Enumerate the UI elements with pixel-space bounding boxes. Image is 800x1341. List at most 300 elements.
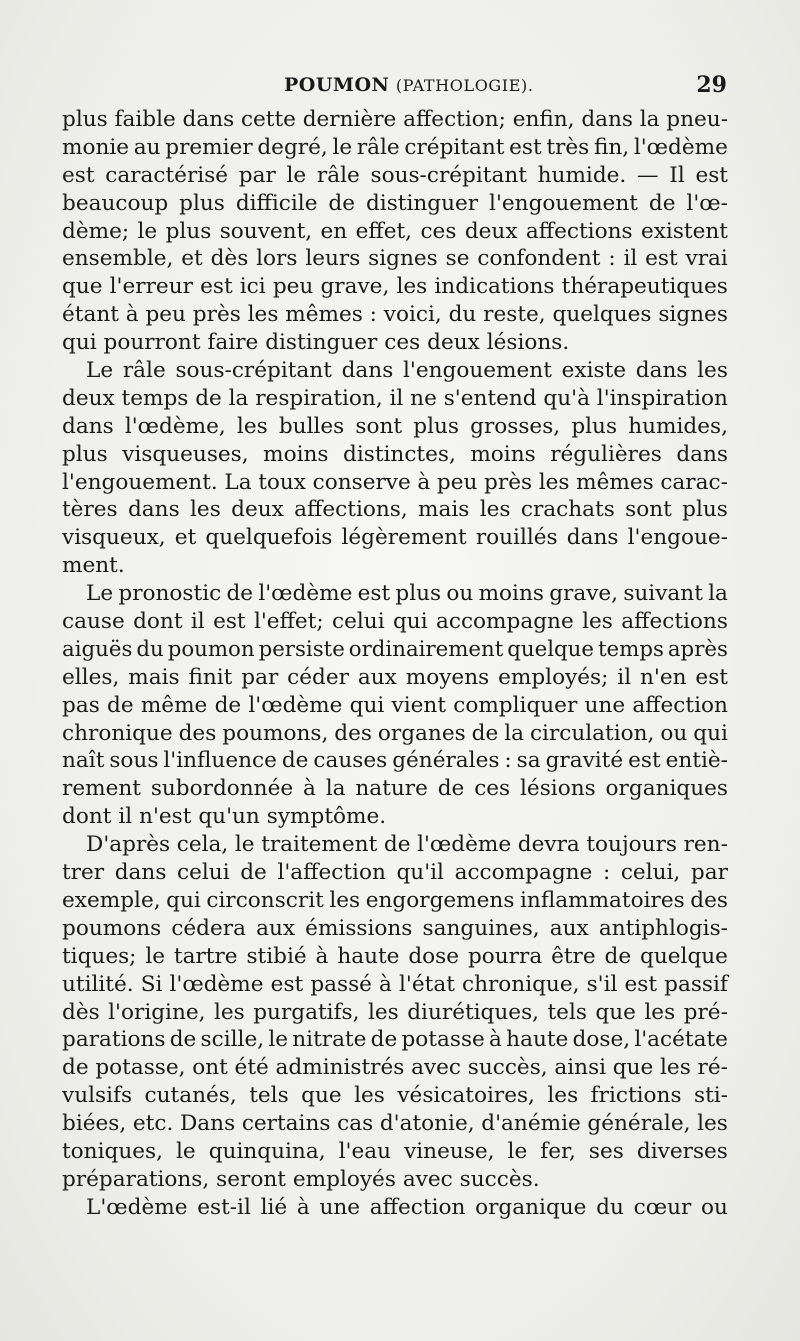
word: plus: [179, 190, 225, 216]
word: indications: [434, 274, 555, 300]
word: n'est: [139, 804, 192, 830]
word: visqueuses,: [122, 441, 249, 467]
word: rouillés: [475, 525, 558, 551]
word: l'eau: [338, 1138, 392, 1164]
word: sous-crépitant: [175, 358, 332, 384]
word: etc.: [132, 1111, 174, 1137]
text-line: [62, 1166, 728, 1194]
word: administrés: [275, 1055, 405, 1081]
word: les: [247, 302, 279, 328]
word: la: [504, 720, 524, 746]
word: respiration,: [255, 385, 383, 411]
text-line: [62, 859, 728, 887]
word: qu'à: [543, 385, 590, 411]
word: lié: [260, 1194, 288, 1220]
word: carac-: [660, 469, 728, 495]
word: du: [596, 1194, 624, 1220]
word: des: [690, 887, 728, 913]
text-line: [62, 301, 728, 329]
word: traitement: [261, 832, 378, 858]
word: très: [546, 134, 590, 160]
word: degré,: [257, 134, 328, 160]
word: de: [226, 581, 254, 607]
word: la: [708, 581, 728, 607]
page-number: 29: [696, 72, 727, 98]
word: :: [369, 302, 377, 328]
word: est: [357, 581, 391, 607]
word: engorgemens: [365, 887, 515, 913]
text-line: [62, 636, 728, 664]
word: reste,: [483, 302, 546, 328]
word: cela,: [176, 832, 229, 858]
word: Le: [86, 581, 114, 607]
text-line: [62, 357, 728, 385]
word: fer,: [540, 1138, 576, 1164]
word: sont: [355, 413, 403, 439]
word: que: [595, 999, 636, 1025]
word: pourra: [467, 943, 543, 969]
word: qui: [693, 720, 728, 746]
text-line: [62, 1138, 728, 1166]
word: potasse,: [95, 1055, 186, 1081]
word: qui: [166, 887, 201, 913]
word: et: [181, 246, 203, 272]
word: moins: [478, 581, 544, 607]
word: sous-crépitant: [370, 162, 527, 188]
word: et: [174, 525, 197, 551]
word: l'acétate: [634, 1027, 728, 1053]
word: mêmes: [285, 302, 363, 328]
word: antiphlogis-: [598, 915, 728, 941]
word: :: [608, 246, 616, 272]
text-line: [62, 692, 728, 720]
word: qui: [62, 330, 97, 356]
word: deux: [231, 497, 284, 523]
word: leurs: [305, 246, 361, 272]
word: cette: [240, 107, 296, 132]
text-line: [62, 887, 728, 915]
word: finit: [188, 664, 233, 690]
word: est: [270, 971, 304, 997]
text-line: [62, 162, 728, 190]
word: affections,: [294, 497, 408, 523]
word: signes: [368, 246, 438, 272]
word: passif: [664, 971, 728, 997]
word: plus: [62, 107, 108, 132]
word: l'erreur: [109, 274, 193, 300]
word: quelque: [640, 943, 728, 969]
word: vrai: [685, 246, 728, 272]
word: mais: [418, 497, 470, 523]
word: le: [145, 943, 166, 969]
word: humide.: [537, 162, 627, 188]
word: passé: [310, 971, 372, 997]
text-line: [62, 1054, 728, 1082]
word: sa: [516, 748, 541, 774]
text-line: [62, 580, 728, 608]
word: avec: [411, 1055, 462, 1081]
word: peu: [145, 302, 186, 328]
word: pas: [62, 692, 100, 718]
text-line: [62, 134, 728, 162]
word: lésions: [520, 776, 596, 802]
word: les: [538, 469, 570, 495]
word: ces: [384, 330, 421, 356]
word: celui,: [620, 860, 681, 886]
text-line: [62, 245, 728, 273]
word: une: [319, 1194, 361, 1220]
word: plus: [62, 441, 108, 467]
word: Le: [86, 358, 114, 384]
word: l'état: [399, 971, 455, 997]
word: râle: [122, 358, 166, 384]
word: dans: [114, 860, 167, 886]
word: dont: [62, 804, 112, 830]
text-line: [62, 943, 728, 971]
word: celui: [177, 860, 230, 886]
word: dès: [210, 246, 249, 272]
word: dose: [408, 943, 460, 969]
word: dans: [635, 358, 688, 384]
word: qui: [349, 692, 385, 718]
word: les: [644, 999, 676, 1025]
word: :: [602, 860, 611, 886]
word: enfin,: [512, 107, 575, 132]
word: l'engouement.: [62, 469, 218, 495]
word: dans: [182, 107, 235, 132]
word: régulières: [550, 441, 662, 467]
word: étant: [62, 302, 119, 328]
word: cédera: [171, 915, 246, 941]
word: ainsi: [554, 1055, 607, 1081]
word: de: [281, 748, 309, 774]
word: causes: [313, 748, 388, 774]
word: chronique: [62, 720, 173, 746]
word: le: [137, 218, 158, 244]
word: confondent: [477, 246, 601, 272]
word: avec: [402, 1166, 453, 1192]
word: même: [140, 692, 208, 718]
word: purgatifs,: [253, 999, 360, 1025]
word: à: [125, 302, 139, 328]
word: faible: [114, 107, 176, 132]
word: l'engouement: [403, 358, 552, 384]
word: trer: [62, 860, 105, 886]
word: sanguines,: [422, 915, 540, 941]
word: de: [471, 720, 499, 746]
word: ont: [192, 1055, 228, 1081]
word: :: [504, 748, 512, 774]
word: dès: [62, 999, 100, 1025]
word: les: [396, 274, 428, 300]
word: dans: [676, 441, 728, 467]
word: ou: [701, 1194, 728, 1220]
word: le: [176, 1138, 196, 1164]
word: le: [268, 1027, 289, 1053]
word: exemple,: [62, 887, 161, 913]
word: scille,: [200, 1027, 265, 1053]
word: sti-: [694, 1083, 728, 1109]
word: ne: [410, 385, 437, 411]
word: s'entend: [443, 385, 537, 411]
word: dème;: [62, 218, 130, 244]
word: à: [296, 1194, 310, 1220]
text-line: [62, 831, 728, 859]
word: que: [62, 274, 103, 300]
word: poumons,: [222, 720, 329, 746]
word: qui: [392, 609, 428, 635]
word: du: [448, 302, 477, 328]
word: deux: [464, 218, 518, 244]
word: effet,: [355, 218, 413, 244]
word: cause: [62, 609, 125, 635]
word: crachats: [520, 497, 615, 523]
word: entiè-: [665, 748, 728, 774]
text-line: [62, 496, 728, 524]
text-line: [62, 775, 728, 803]
word: haute: [506, 1027, 569, 1053]
word: il: [389, 385, 404, 411]
text-line: [62, 552, 728, 580]
word: diurétiques,: [407, 999, 540, 1025]
word: les: [190, 497, 221, 523]
word: chronique,: [461, 971, 580, 997]
word: l'influence: [163, 748, 277, 774]
word: le: [332, 134, 353, 160]
text-line: [62, 273, 728, 301]
word: distinguer: [265, 330, 378, 356]
word: de: [648, 190, 676, 216]
word: le: [234, 832, 255, 858]
word: ou: [660, 720, 688, 746]
word: accompagne: [454, 860, 593, 886]
word: pré-: [683, 999, 728, 1025]
word: tartre: [173, 943, 238, 969]
running-head-title: POUMON: [284, 74, 390, 96]
word: dans: [566, 525, 619, 551]
word: qu'un: [198, 804, 260, 830]
word: Il: [669, 162, 685, 188]
word: de: [328, 190, 356, 216]
word: qu'il: [396, 860, 444, 886]
word: caractérisé: [105, 162, 229, 188]
word: lésions.: [486, 330, 570, 356]
word: à: [489, 1027, 502, 1053]
word: est: [695, 162, 728, 188]
word: dans: [62, 413, 114, 439]
word: l'œdème: [417, 832, 512, 858]
word: affection;: [403, 107, 506, 132]
word: à: [379, 971, 392, 997]
word: d'anémie: [481, 1111, 581, 1137]
word: pronostic: [118, 581, 222, 607]
word: se: [445, 246, 470, 272]
word: de: [370, 1027, 398, 1053]
text-line: [62, 915, 728, 943]
word: tels: [249, 1083, 289, 1109]
word: est: [213, 609, 246, 635]
word: moins: [263, 441, 329, 467]
word: certains: [241, 1111, 331, 1137]
word: une: [584, 692, 626, 718]
word: beaucoup: [62, 190, 169, 216]
word: générale,: [587, 1111, 691, 1137]
word: est: [645, 246, 678, 272]
word: pourront: [103, 330, 201, 356]
word: employés;: [498, 664, 609, 690]
word: le: [507, 1138, 528, 1164]
word: ces: [474, 776, 511, 802]
word: à: [417, 469, 431, 495]
word: les: [236, 413, 268, 439]
word: conserve: [312, 469, 411, 495]
word: en: [320, 218, 348, 244]
word: aiguës: [62, 636, 133, 662]
word: Si: [140, 971, 163, 997]
word: crépitant: [404, 134, 505, 160]
word: existe: [561, 358, 627, 384]
word: ren-: [683, 832, 728, 858]
word: n'en: [640, 664, 687, 690]
word: de: [383, 832, 411, 858]
word: l'œdème,: [124, 413, 226, 439]
word: signes: [658, 302, 728, 328]
word: l'origine,: [108, 999, 206, 1025]
word: aux: [357, 664, 397, 690]
word: toniques,: [62, 1138, 163, 1164]
word: l'œdème: [633, 134, 728, 160]
page-header: [62, 74, 727, 104]
word: l'œ-: [686, 190, 728, 216]
word: vient: [391, 692, 447, 718]
text-line: [62, 441, 728, 469]
word: succès,: [467, 1055, 548, 1081]
text-line: [62, 1110, 728, 1138]
word: est: [509, 134, 542, 160]
word: vésicatoires,: [397, 1083, 535, 1109]
word: légèrement: [341, 525, 467, 551]
word: il: [623, 246, 638, 272]
word: toux: [258, 469, 306, 495]
word: premier: [165, 134, 253, 160]
word: par: [241, 664, 279, 690]
word: l'inspiration: [596, 385, 728, 411]
word: frictions: [590, 1083, 682, 1109]
word: suivant: [623, 581, 703, 607]
word: parations: [62, 1027, 166, 1053]
word: rement: [62, 776, 141, 802]
text-line: [62, 720, 728, 748]
word: affection: [369, 1194, 466, 1220]
word: moyens: [405, 664, 490, 690]
word: aux: [256, 915, 296, 941]
word: biées,: [62, 1111, 127, 1137]
word: ré-: [697, 1055, 728, 1081]
word: il: [118, 804, 133, 830]
word: quinquina,: [208, 1138, 326, 1164]
word: accompagne: [435, 609, 574, 635]
word: dans: [341, 358, 394, 384]
word: la: [228, 385, 249, 411]
word: est-il: [197, 1194, 251, 1220]
word: d'atonie,: [379, 1111, 475, 1137]
word: les: [213, 999, 245, 1025]
word: employés: [292, 1166, 396, 1192]
word: les: [329, 887, 361, 913]
word: râle: [316, 162, 360, 188]
word: des: [178, 720, 217, 746]
word: Dans: [179, 1111, 236, 1137]
word: les: [367, 999, 399, 1025]
word: les: [354, 1083, 385, 1109]
word: que: [612, 1055, 654, 1081]
word: existent: [640, 218, 728, 244]
word: nitrate: [292, 1027, 367, 1053]
word: céder: [287, 664, 349, 690]
word: temps: [597, 636, 664, 662]
word: poumons: [62, 915, 162, 941]
word: La: [224, 469, 252, 495]
word: distinctes,: [343, 441, 456, 467]
word: temps: [121, 385, 189, 411]
word: elles,: [62, 664, 120, 690]
text-line: [62, 971, 728, 999]
word: compliquer: [453, 692, 578, 718]
word: organiques: [605, 776, 728, 802]
word: du: [136, 636, 164, 662]
text-line: [62, 218, 728, 246]
word: affections: [621, 609, 728, 635]
text-line: [62, 999, 728, 1027]
word: que: [301, 1083, 342, 1109]
word: distinguer: [365, 190, 479, 216]
word: plus: [395, 581, 442, 607]
word: gravité: [545, 748, 624, 774]
word: nature: [355, 776, 428, 802]
text-line: [62, 385, 728, 413]
word: bulles: [278, 413, 345, 439]
word: est: [62, 162, 95, 188]
text-line: [62, 106, 728, 134]
word: de: [62, 1055, 89, 1081]
word: deux: [62, 385, 115, 411]
word: grave,: [549, 581, 619, 607]
word: difficile: [235, 190, 318, 216]
word: D'après: [86, 832, 171, 858]
word: générales: [392, 748, 500, 774]
word: être: [551, 943, 596, 969]
word: succès.: [459, 1166, 540, 1192]
word: dans: [127, 497, 180, 523]
word: l'œdème: [248, 692, 343, 718]
word: cutanés,: [144, 1083, 237, 1109]
word: de: [437, 776, 465, 802]
word: ou: [446, 581, 474, 607]
word: dernière: [302, 107, 397, 132]
word: grosses,: [470, 413, 561, 439]
word: grave,: [320, 274, 390, 300]
word: par: [238, 162, 276, 188]
word: par: [690, 860, 728, 886]
word: dans: [581, 107, 633, 132]
text-line: [62, 664, 728, 692]
word: diverses: [636, 1138, 728, 1164]
word: quelque: [507, 636, 594, 662]
word: plus: [413, 413, 459, 439]
word: dose,: [572, 1027, 631, 1053]
word: près: [192, 302, 241, 328]
word: poumon: [167, 636, 255, 662]
